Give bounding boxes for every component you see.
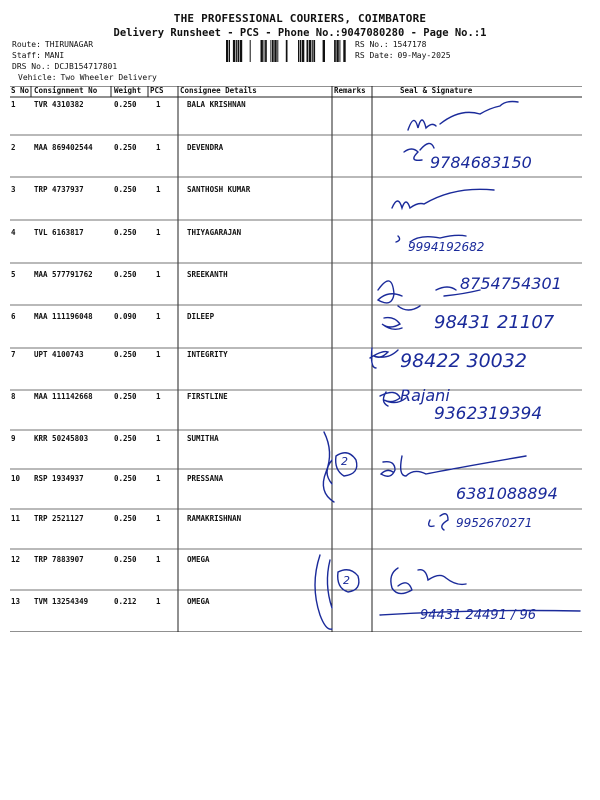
cell-pcs: 1 <box>156 434 161 443</box>
cell-consignee: SUMITHA <box>187 434 219 443</box>
cell-sno: 11 <box>11 514 21 523</box>
route-line: Route: THIRUNAGAR <box>12 40 94 49</box>
col-header-remarks: Remarks <box>334 86 366 95</box>
cell-pcs: 1 <box>156 514 161 523</box>
rs-date-line: RS Date: 09-May-2025 <box>355 51 451 60</box>
barcode-bar <box>286 40 288 62</box>
cell-consignee: FIRSTLINE <box>187 392 228 401</box>
drs-line: DRS No.: DCJB154717801 <box>12 62 118 71</box>
barcode-bar <box>261 40 263 62</box>
cell-consignment-no: MAA 111142668 <box>34 392 93 401</box>
staff-value: MANI <box>44 51 65 60</box>
cell-pcs: 1 <box>156 143 161 152</box>
barcode-bar <box>323 40 325 62</box>
cell-sno: 3 <box>11 185 16 194</box>
cell-weight: 0.250 <box>114 555 137 564</box>
col-header-pcs: PCS <box>150 86 164 95</box>
sig8-name: Rajani <box>400 386 450 405</box>
cell-weight: 0.090 <box>114 312 137 321</box>
sig10-phone: 6381088894 <box>456 484 558 503</box>
cell-weight: 0.250 <box>114 228 137 237</box>
cell-pcs: 1 <box>156 555 161 564</box>
cell-weight: 0.212 <box>114 597 137 606</box>
barcode-bar <box>300 40 302 62</box>
cell-consignee: PRESSANA <box>187 474 224 483</box>
cell-consignee: INTEGRITY <box>187 350 228 359</box>
runsheet-table-grid <box>10 86 582 632</box>
barcode-bar <box>240 40 242 62</box>
staff-line: Staff: MANI <box>12 51 65 60</box>
col-header-consignment: Consignment No <box>34 86 98 95</box>
cell-weight: 0.250 <box>114 474 137 483</box>
barcode-bar <box>233 40 235 62</box>
barcode-image <box>226 40 346 62</box>
barcode-bar <box>272 40 274 62</box>
sig6-phone: 98431 21107 <box>434 312 555 333</box>
cell-sno: 8 <box>11 392 16 401</box>
cell-consignee: OMEGA <box>187 597 210 606</box>
rs-no-line: RS No.: 1547178 <box>355 40 427 49</box>
barcode-bar <box>336 40 338 62</box>
cell-sno: 1 <box>11 100 16 109</box>
cell-weight: 0.250 <box>114 185 137 194</box>
col-header-weight: Weight <box>114 86 142 95</box>
barcode-bar <box>226 40 228 62</box>
barcode-bar <box>238 40 240 62</box>
sig13-phone: 94431 24491 / 96 <box>420 608 537 623</box>
cell-pcs: 1 <box>156 100 161 109</box>
cell-consignee: BALA KRISHNAN <box>187 100 246 109</box>
cell-consignment-no: RSP 1934937 <box>34 474 84 483</box>
cell-consignment-no: MAA 869402544 <box>34 143 93 152</box>
vehicle-value: Two Wheeler Delivery <box>60 73 157 82</box>
barcode-bar <box>250 40 251 62</box>
cell-consignment-no: MAA 111196048 <box>34 312 93 321</box>
barcode-bar <box>343 40 345 62</box>
barcode-bar <box>307 40 309 62</box>
cell-sno: 4 <box>11 228 16 237</box>
drs-value: DCJB154717801 <box>54 62 118 71</box>
cell-consignment-no: TVM 13254349 <box>34 597 89 606</box>
cell-consignment-no: TVR 4310382 <box>34 100 84 109</box>
cell-pcs: 1 <box>156 597 161 606</box>
cell-pcs: 1 <box>156 350 161 359</box>
company-title: THE PROFESSIONAL COURIERS, COIMBATORE <box>173 12 427 25</box>
barcode-bar <box>339 40 340 62</box>
cell-pcs: 1 <box>156 392 161 401</box>
barcode-bar <box>334 40 336 62</box>
barcode-bar <box>264 40 265 62</box>
barcode-bar <box>312 40 313 62</box>
remark-row12: 2 <box>343 574 350 587</box>
barcode-bar <box>302 40 304 62</box>
cell-pcs: 1 <box>156 270 161 279</box>
cell-consignment-no: KRR 50245803 <box>34 434 89 443</box>
sig4-phone: 9994192682 <box>408 240 485 254</box>
cell-consignee: THIYAGARAJAN <box>187 228 242 237</box>
barcode-bar <box>277 40 278 62</box>
cell-sno: 6 <box>11 312 16 321</box>
cell-sno: 5 <box>11 270 16 279</box>
barcode-bar <box>298 40 299 62</box>
barcode-bar <box>313 40 315 62</box>
sig11-phone: 9952670271 <box>456 516 533 530</box>
barcode-bar <box>265 40 267 62</box>
cell-weight: 0.250 <box>114 434 137 443</box>
col-header-consignee: Consignee Details <box>180 86 257 95</box>
cell-consignee: OMEGA <box>187 555 210 564</box>
cell-consignment-no: TRP 7883907 <box>34 555 84 564</box>
cell-consignee: DILEEP <box>187 312 215 321</box>
cell-consignee: DEVENDRA <box>187 143 224 152</box>
cell-pcs: 1 <box>156 312 161 321</box>
cell-consignment-no: TVL 6163817 <box>34 228 84 237</box>
barcode-bar <box>274 40 276 62</box>
cell-weight: 0.250 <box>114 392 137 401</box>
sig2-phone: 9784683150 <box>430 153 532 172</box>
cell-pcs: 1 <box>156 185 161 194</box>
cell-consignee: RAMAKRISHNAN <box>187 514 242 523</box>
cell-consignment-no: MAA 577791762 <box>34 270 93 279</box>
cell-consignment-no: TRP 4737937 <box>34 185 84 194</box>
remark-row9: 2 <box>341 455 348 468</box>
cell-sno: 9 <box>11 434 16 443</box>
sig5-phone: 8754754301 <box>460 274 562 293</box>
cell-consignee: SANTHOSH KUMAR <box>187 185 251 194</box>
sig8-phone: 9362319394 <box>434 404 543 424</box>
col-header-sno: S No <box>11 86 30 95</box>
cell-weight: 0.250 <box>114 270 137 279</box>
cell-sno: 13 <box>11 597 21 606</box>
barcode-bar <box>270 40 271 62</box>
route-value: THIRUNAGAR <box>44 40 94 49</box>
barcode-bar <box>236 40 237 62</box>
cell-weight: 0.250 <box>114 143 137 152</box>
runsheet-subtitle: Delivery Runsheet - PCS - Phone No.:9047080280 - Page No.:1 <box>113 27 487 39</box>
rs-no-value: 1547178 <box>392 40 427 49</box>
vehicle-line: Vehicle: Two Wheeler Delivery <box>18 73 157 82</box>
cell-pcs: 1 <box>156 228 161 237</box>
barcode-bar <box>229 40 230 62</box>
cell-consignment-no: TRP 2521127 <box>34 514 84 523</box>
cell-consignee: SREEKANTH <box>187 270 228 279</box>
cell-weight: 0.250 <box>114 514 137 523</box>
sig7-phone: 98422 30032 <box>400 350 527 372</box>
cell-sno: 10 <box>11 474 21 483</box>
cell-sno: 12 <box>11 555 21 564</box>
cell-pcs: 1 <box>156 474 161 483</box>
cell-sno: 2 <box>11 143 16 152</box>
cell-consignment-no: UPT 4100743 <box>34 350 84 359</box>
rs-date-value: 09-May-2025 <box>397 51 451 60</box>
barcode-bar <box>309 40 311 62</box>
cell-weight: 0.250 <box>114 100 137 109</box>
col-header-seal-signature: Seal & Signature <box>400 86 473 95</box>
cell-weight: 0.250 <box>114 350 137 359</box>
cell-sno: 7 <box>11 350 16 359</box>
